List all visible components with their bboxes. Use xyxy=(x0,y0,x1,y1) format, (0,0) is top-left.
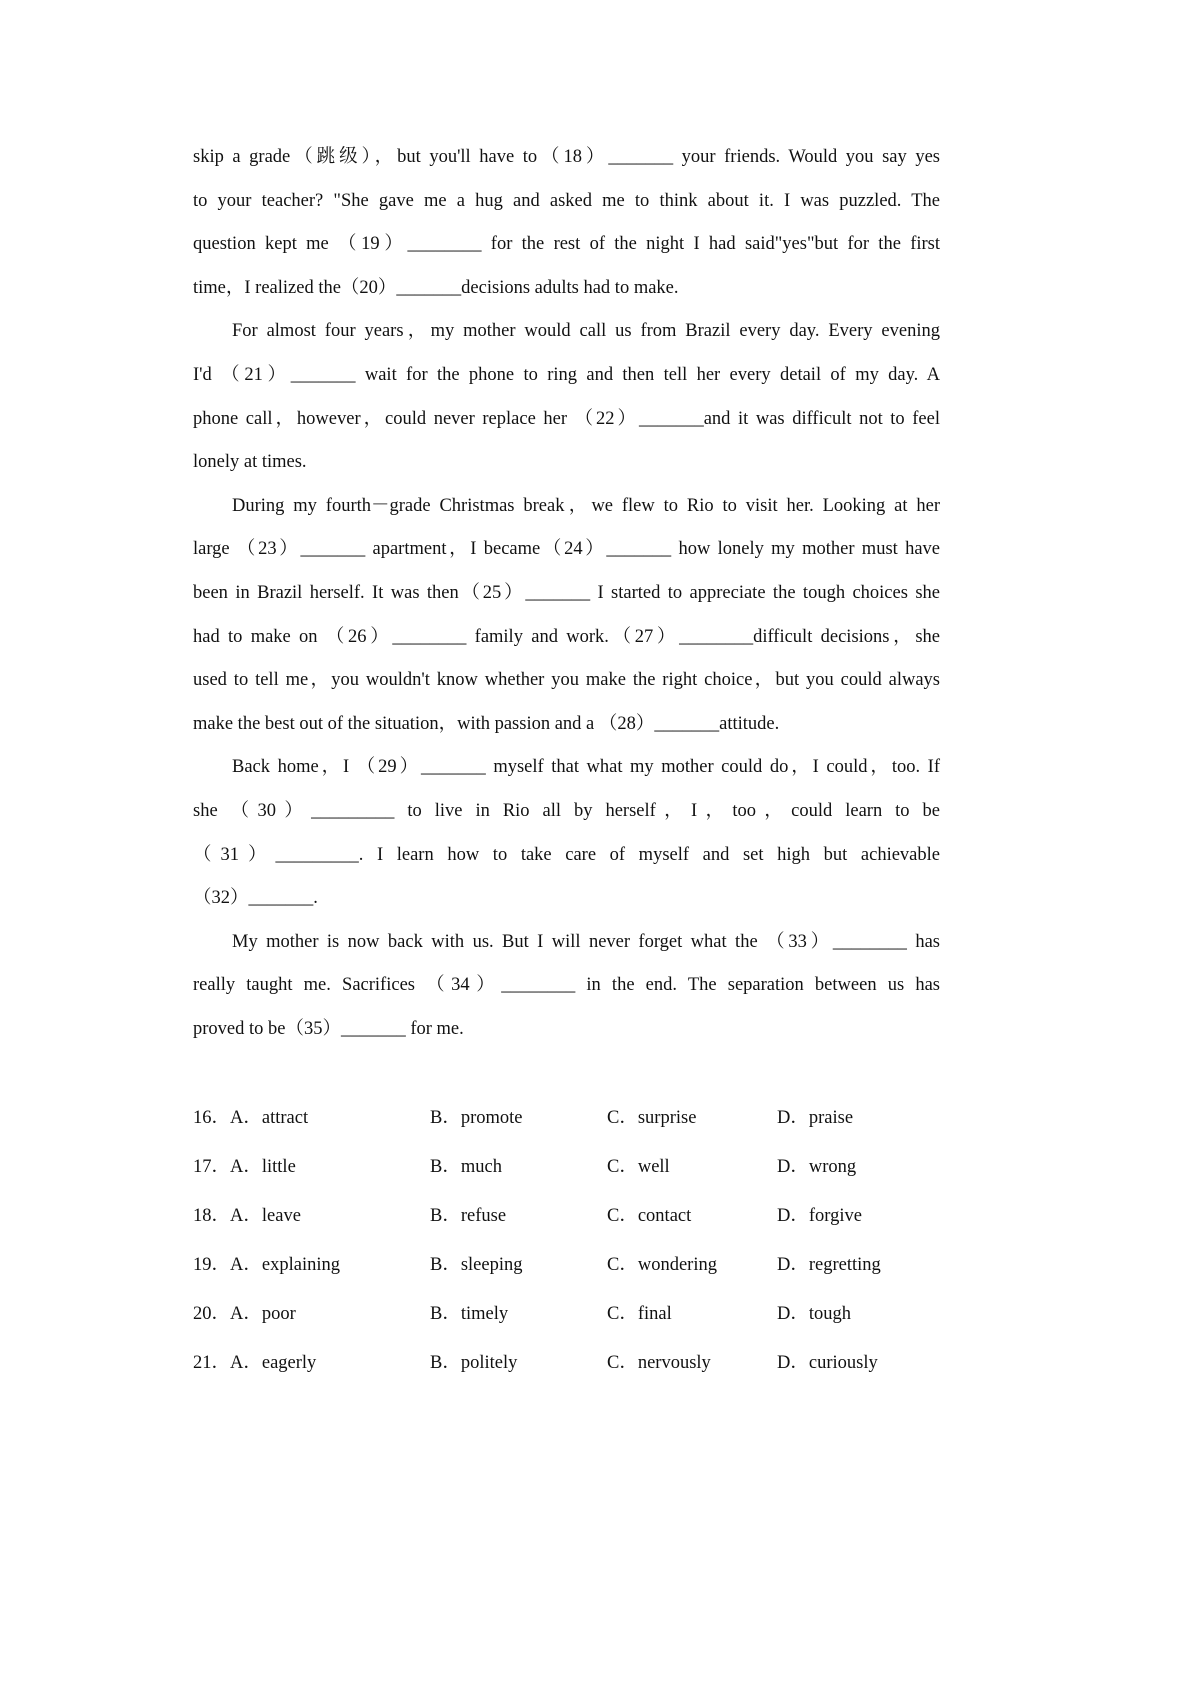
passage-line: My mother is now back with us. But I will never forget what the （33）________ has xyxy=(232,931,940,952)
passage-line: （32）_______. xyxy=(193,888,318,909)
question-option: C．nervously xyxy=(607,1353,711,1373)
question-option: B．politely xyxy=(430,1353,518,1373)
question-row xyxy=(193,1292,993,1341)
option-text: A．attract xyxy=(230,1108,309,1128)
question-option: D．tough xyxy=(777,1304,852,1324)
question-number: 16． xyxy=(193,1108,231,1128)
question-number: 19． xyxy=(193,1255,231,1275)
passage-line: lonely at times. xyxy=(193,452,307,473)
passage-line: large （23）_______ apartment，I became（24）_______ how lonely my mother must have xyxy=(193,539,940,560)
option-text: A．little xyxy=(230,1157,296,1177)
passage-line: she （30）_________ to live in Rio all by herself，I，too，could learn to be xyxy=(193,800,940,821)
question-row xyxy=(193,1243,993,1292)
question-option-a xyxy=(193,1243,340,1287)
passage-line: During my fourth－grade Christmas break，we flew to Rio to visit her. Looking at her xyxy=(232,495,940,516)
question-option: C．wondering xyxy=(607,1255,717,1275)
passage-line: （31）_________. I learn how to take care of myself and set high but achievable xyxy=(193,844,940,865)
answer-options xyxy=(193,1096,993,1390)
question-option: D．wrong xyxy=(777,1157,857,1177)
passage-line: used to tell me，you wouldn't know whether you make the right choice，but you could always xyxy=(193,670,940,691)
question-row xyxy=(193,1341,993,1390)
question-option: C．final xyxy=(607,1304,672,1324)
question-option-a xyxy=(193,1096,308,1140)
passage-line: skip a grade（跳级），but you'll have to（18）_______ your friends. Would you say yes xyxy=(193,147,940,167)
question-option: C．contact xyxy=(607,1206,692,1226)
question-option: B．much xyxy=(430,1157,502,1177)
cloze-passage xyxy=(193,136,940,1051)
question-number: 20． xyxy=(193,1304,231,1324)
passage-line: Back home，I （29）_______ myself that what my mother could do，I could，too. If xyxy=(232,757,940,778)
question-number: 18． xyxy=(193,1206,231,1226)
option-text: A．leave xyxy=(230,1206,301,1226)
option-text: A．poor xyxy=(230,1304,296,1324)
passage-line: to your teacher? "She gave me a hug and asked me to think about it. I was puzzled. The xyxy=(193,190,940,211)
passage-line: question kept me （19）________ for the rest of the night I had said"yes"but for the first xyxy=(193,234,940,255)
question-row xyxy=(193,1096,993,1145)
passage-line: make the best out of the situation，with passion and a （28）_______attitude. xyxy=(193,713,780,734)
question-row xyxy=(193,1145,993,1194)
question-option: B．promote xyxy=(430,1108,523,1128)
question-option: C．surprise xyxy=(607,1108,697,1128)
passage-line: had to make on （26）________ family and work.（27）________difficult decisions，she xyxy=(193,626,940,647)
passage-line: been in Brazil herself. It was then（25）_______ I started to appreciate the tough choices she xyxy=(193,582,940,603)
passage-line: I'd （21）_______ wait for the phone to ring and then tell her every detail of my day. A xyxy=(193,364,940,385)
question-option-a xyxy=(193,1292,296,1336)
question-option-a xyxy=(193,1194,301,1238)
question-option: D．praise xyxy=(777,1108,854,1128)
passage-line: proved to be（35）_______ for me. xyxy=(193,1018,464,1039)
question-option: B．timely xyxy=(430,1304,509,1324)
question-option: D．curiously xyxy=(777,1353,878,1373)
question-row xyxy=(193,1194,993,1243)
question-number: 17． xyxy=(193,1157,231,1177)
passage-line: phone call，however，could never replace her （22）_______and it was difficult not to feel xyxy=(193,408,940,429)
passage-line: time，I realized the（20）_______decisions adults had to make. xyxy=(193,277,679,298)
question-option: B．refuse xyxy=(430,1206,507,1226)
passage-line: For almost four years，my mother would call us from Brazil every day. Every evening xyxy=(232,321,940,342)
option-text: A．explaining xyxy=(230,1255,340,1275)
question-option-a xyxy=(193,1145,296,1189)
question-number: 21． xyxy=(193,1353,231,1373)
question-option: D．forgive xyxy=(777,1206,862,1226)
question-option: B．sleeping xyxy=(430,1255,523,1275)
question-option-a xyxy=(193,1341,316,1385)
question-option: C．well xyxy=(607,1157,670,1177)
passage-line: really taught me. Sacrifices （34）________ in the end. The separation between us has xyxy=(193,975,940,996)
question-option: D．regretting xyxy=(777,1255,881,1275)
option-text: A．eagerly xyxy=(230,1353,317,1373)
